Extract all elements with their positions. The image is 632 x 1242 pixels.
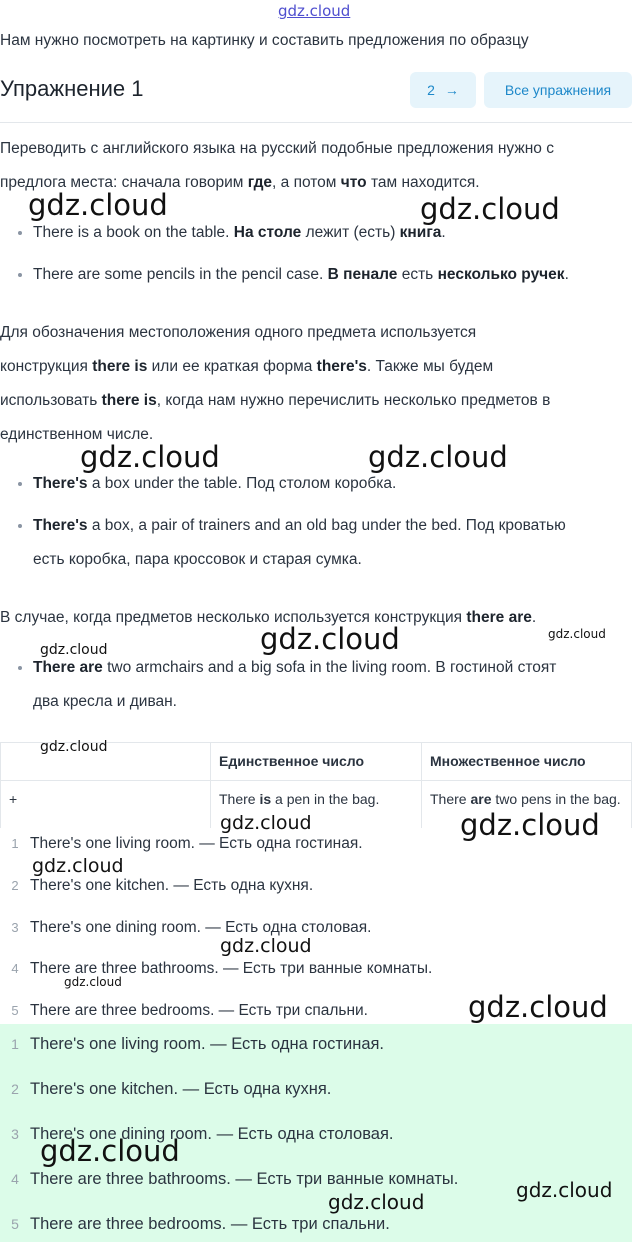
bullet bbox=[18, 524, 22, 528]
text-span: лежит (есть) bbox=[301, 224, 400, 241]
list-text: There's one living room. — Есть одна гостиная. bbox=[30, 835, 363, 852]
text-span: . bbox=[564, 266, 569, 283]
watermark: gdz.cloud bbox=[220, 812, 312, 834]
text-span: a box, a pair of trainers and an old bag under the bed. Под кроватью bbox=[87, 517, 566, 534]
example-item-continued: два кресла и диван. bbox=[33, 693, 177, 710]
text-span: . bbox=[441, 224, 446, 241]
text-span: two pens in the bbox=[491, 791, 590, 807]
example-item bbox=[33, 509, 566, 543]
text-span: There bbox=[219, 791, 260, 807]
text-span: есть bbox=[397, 266, 438, 283]
watermark: gdz.cloud bbox=[28, 188, 168, 222]
text-span: There bbox=[430, 791, 471, 807]
list-item bbox=[0, 1170, 458, 1189]
watermark: gdz.cloud bbox=[220, 935, 312, 957]
text-bold: There are bbox=[33, 659, 103, 676]
list-number: 4 bbox=[11, 1171, 19, 1187]
list-item bbox=[0, 1035, 384, 1054]
text-span: . Также мы будем bbox=[366, 358, 494, 375]
bullet bbox=[18, 273, 22, 277]
text-span: . bbox=[531, 609, 537, 626]
list-item bbox=[0, 1002, 368, 1020]
text-span: использовать bbox=[0, 392, 102, 409]
watermark: gdz.cloud bbox=[420, 192, 560, 226]
example-item bbox=[33, 258, 569, 292]
text-bold: There's bbox=[33, 475, 88, 492]
text-bold: There's bbox=[33, 517, 88, 534]
watermark: gdz.cloud bbox=[516, 1178, 613, 1202]
watermark: gdz.cloud bbox=[40, 739, 108, 755]
watermark: gdz.cloud bbox=[32, 855, 124, 877]
watermark: gdz.cloud bbox=[548, 627, 606, 641]
list-item bbox=[0, 877, 313, 895]
example-item bbox=[33, 467, 396, 501]
text-bold: there are bbox=[466, 609, 532, 626]
watermark: gdz.cloud bbox=[368, 440, 508, 474]
text-span: a pen in the bag. bbox=[271, 791, 380, 807]
list-item bbox=[0, 1215, 390, 1234]
example-item-continued: есть коробка, пара кроссовок и старая сумка. bbox=[33, 551, 362, 568]
watermark: gdz.cloud bbox=[40, 642, 108, 658]
list-item bbox=[0, 1080, 331, 1099]
bullet bbox=[18, 482, 22, 486]
theory-line: Для обозначения местоположения одного предмета используется bbox=[0, 324, 477, 341]
watermark: gdz.cloud bbox=[80, 440, 220, 474]
text-span: There is a book on the table. bbox=[33, 224, 234, 241]
text-span: или ее краткая форма bbox=[147, 358, 317, 375]
watermark: gdz.cloud bbox=[40, 1134, 180, 1168]
watermark: gdz.cloud bbox=[278, 2, 351, 20]
text-span: предлога места: сначала говорим bbox=[0, 174, 248, 191]
text-span: , когда нам нужно перечислить несколько предметов в bbox=[156, 392, 551, 409]
all-exercises-button[interactable]: Все упражнения bbox=[484, 72, 632, 108]
list-number: 2 bbox=[11, 878, 19, 893]
text-bold: где bbox=[247, 174, 273, 191]
theory-line: Переводить с английского языка на русский подобные предложения нужно с bbox=[0, 140, 554, 157]
text-span: конструкция bbox=[0, 358, 93, 375]
arrow-right-icon: → bbox=[444, 82, 459, 98]
list-text: There's one living room. — Есть одна гостиная. bbox=[30, 1035, 385, 1053]
watermark: gdz.cloud bbox=[328, 1190, 425, 1214]
text-span: там находится. bbox=[366, 174, 480, 191]
text-span: В случае, когда предметов несколько используется конструкция bbox=[0, 609, 467, 626]
text-span: bag. bbox=[593, 791, 621, 807]
example-item bbox=[33, 651, 556, 685]
watermark: gdz.cloud bbox=[64, 975, 122, 989]
theory-line: единственном числе. bbox=[0, 426, 154, 443]
text-bold: несколько ручек bbox=[437, 266, 565, 283]
text-bold: На столе bbox=[233, 224, 302, 241]
list-text: There are three bathrooms. — Есть три ванные комнаты. bbox=[30, 960, 433, 977]
text-bold: что bbox=[340, 174, 367, 191]
watermark: gdz.cloud bbox=[468, 990, 608, 1024]
text-bold: there's bbox=[316, 358, 367, 375]
list-text: There's one kitchen. — Есть одна кухня. bbox=[30, 877, 314, 894]
list-number: 1 bbox=[11, 1036, 19, 1052]
table-header: Множественное число bbox=[422, 743, 632, 781]
watermark: gdz.cloud bbox=[460, 808, 600, 842]
text-span: , а потом bbox=[272, 174, 341, 191]
list-text: There are three bedrooms. — Есть три спальни. bbox=[30, 1002, 368, 1019]
table-header: Единственное число bbox=[211, 743, 422, 781]
text-bold: there is bbox=[101, 392, 157, 409]
theory-line bbox=[0, 384, 550, 418]
next-exercise-button[interactable] bbox=[410, 72, 476, 108]
divider bbox=[0, 122, 632, 123]
text-bold: are bbox=[470, 791, 492, 807]
intro-text: Нам нужно посмотреть на картинку и составить предложения по образцу bbox=[0, 32, 529, 49]
bullet bbox=[18, 231, 22, 235]
text-span: a box under the table. Под столом коробка. bbox=[87, 475, 397, 492]
watermark: gdz.cloud bbox=[260, 622, 400, 656]
bullet bbox=[18, 666, 22, 670]
list-number: 2 bbox=[11, 1081, 19, 1097]
list-text: There's one kitchen. — Есть одна кухня. bbox=[30, 1080, 332, 1098]
list-text: There's one dining room. — Есть одна столовая. bbox=[30, 1125, 394, 1143]
list-number: 3 bbox=[11, 1126, 19, 1142]
example-item bbox=[33, 216, 446, 250]
next-exercise-label: 2 bbox=[427, 82, 435, 98]
text-span: two armchairs and a big sofa in the living room. В гостиной стоят bbox=[102, 659, 557, 676]
text-bold: В пенале bbox=[327, 266, 398, 283]
theory-line bbox=[0, 350, 493, 384]
list-number: 3 bbox=[11, 920, 19, 935]
list-item bbox=[0, 835, 363, 853]
list-text: There are three bathrooms. — Есть три ванные комнаты. bbox=[30, 1170, 459, 1188]
text-bold: there is bbox=[92, 358, 148, 375]
table-cell: + bbox=[1, 781, 211, 829]
list-number: 5 bbox=[11, 1216, 19, 1232]
list-number: 4 bbox=[11, 961, 19, 976]
text-span: There are some pencils in the pencil case. bbox=[33, 266, 328, 283]
text-bold: книга bbox=[399, 224, 442, 241]
page-title: Упражнение 1 bbox=[0, 76, 144, 101]
text-bold: is bbox=[259, 791, 272, 807]
list-number: 1 bbox=[11, 836, 19, 851]
list-item bbox=[0, 919, 371, 937]
list-text: There are three bedrooms. — Есть три спальни. bbox=[30, 1215, 390, 1233]
list-number: 5 bbox=[11, 1003, 19, 1018]
list-text: There's one dining room. — Есть одна столовая. bbox=[30, 919, 372, 936]
